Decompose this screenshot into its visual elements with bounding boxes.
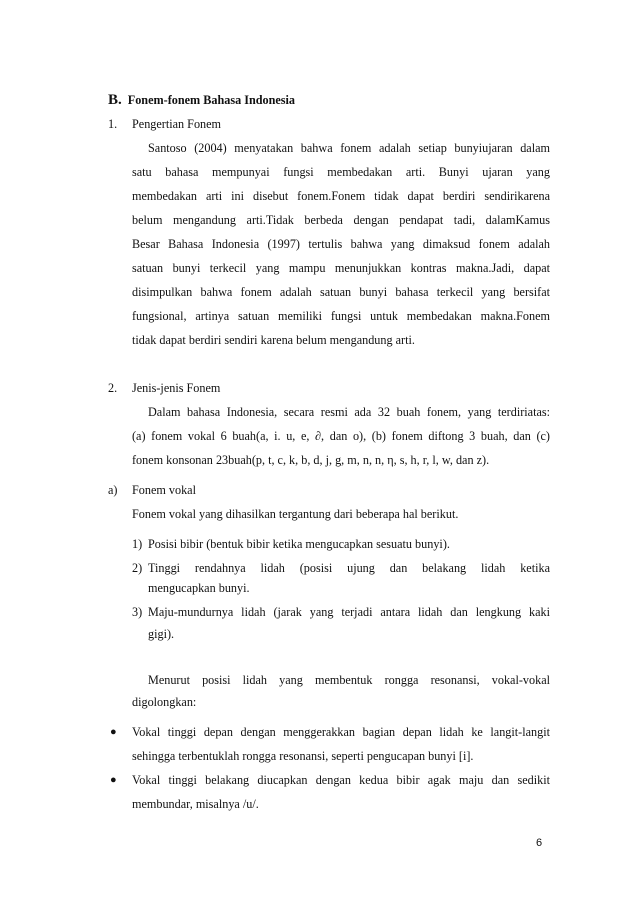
paragraph-line: Menurut posisi lidah yang membentuk rongga resonansi, vokal-vokal [148,673,550,687]
section1-line: membedakan arti ini disebut fonem.Fonem tidak dapat berdiri sendirikarena [132,189,550,203]
bullet-icon: ● [110,774,117,786]
section1-line: satu bahasa mempunyai fungsi membedakan arti. Bunyi ujaran yang [132,165,550,179]
list-item-text: Posisi bibir (bentuk bibir ketika mengucapkan sesuatu bunyi). [148,537,450,551]
bullet-text: Vokal tinggi depan dengan menggerakkan bagian depan lidah ke langit-langit [132,725,550,739]
heading-letter: B. [108,92,122,108]
section2-line: Dalam bahasa Indonesia, secara resmi ada 32 buah fonem, yang terdiriatas: [148,405,550,419]
bullet-text: sehingga terbentuklah rongga resonansi, seperti pengucapan bunyi [i]. [132,749,474,763]
list-item-text: mengucapkan bunyi. [148,581,250,595]
section2-label: 2. [108,381,118,395]
section2-line: fonem konsonan 23buah(p, t, c, k, b, d, j, g, m, n, n, η, s, h, r, l, w, dan z). [132,453,490,467]
section1-label: 1. [108,117,118,131]
section1-line: satuan bunyi terkecil yang mampu menunjukkan kontras makna.Jadi, dapat [132,261,550,275]
list-item-number: 3) [132,605,143,619]
section1-line: tidak dapat berdiri sendiri karena belum mengandung arti. [132,333,415,347]
list-item-text: Maju-mundurnya lidah (jarak yang terjadi antara lidah dan lengkung kaki [148,605,550,619]
section1-line: Santoso (2004) menyatakan bahwa fonem adalah setiap bunyiujaran dalam [148,141,550,155]
page-number: 6 [536,837,543,849]
heading-title: Fonem-fonem Bahasa Indonesia [127,93,296,107]
list-item-number: 1) [132,537,143,551]
bullet-text: membundar, misalnya /u/. [132,797,259,811]
section1-line: fungsional, artinya satuan memiliki fungsi untuk membedakan makna.Fonem [132,309,550,323]
subsection-a-intro: Fonem vokal yang dihasilkan tergantung dari beberapa hal berikut. [132,507,459,521]
section1-line: Besar Bahasa Indonesia (1997) tertulis bahwa yang dimaksud fonem adalah [132,237,550,251]
section1-title: Pengertian Fonem [132,117,222,131]
list-item-text: Tinggi rendahnya lidah (posisi ujung dan belakang lidah ketika [148,561,550,575]
subsection-a-label: a) [108,483,118,497]
subsection-a-title: Fonem vokal [132,483,196,497]
bullet-icon: ● [110,726,117,738]
section1-line: disimpulkan bahwa fonem adalah satuan bunyi bahasa terkecil yang bersifat [132,285,550,299]
section2-line: (a) fonem vokal 6 buah(a, i. u, e, ∂, dan o), (b) fonem diftong 3 buah, dan (c) [132,429,550,443]
list-item-text: gigi). [148,627,175,641]
section2-title: Jenis-jenis Fonem [132,381,221,395]
section-heading [108,92,295,109]
bullet-text: Vokal tinggi belakang diucapkan dengan kedua bibir agak maju dan sedikit [132,773,550,787]
list-item-number: 2) [132,561,143,575]
paragraph-line: digolongkan: [132,695,197,709]
section1-line: belum mengandung arti.Tidak berbeda dengan pendapat tadi, dalamKamus [132,213,550,227]
